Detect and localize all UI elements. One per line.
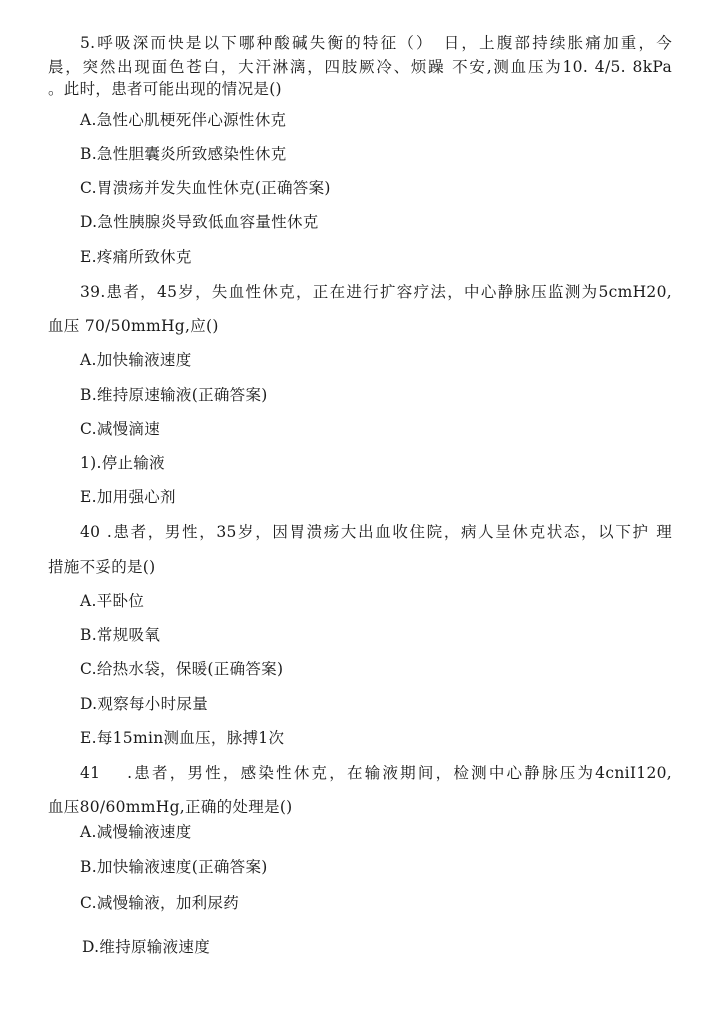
q41-stem-line-1: 41 .患者，男性，感染性休克，在输液期间，检测中心静脉压为4cniI120, bbox=[80, 764, 672, 782]
q39-stem-line-2: 血压 70/50mmHg,应() bbox=[48, 317, 219, 335]
q41-option-c: C.减慢输液，加利尿药 bbox=[80, 894, 240, 912]
q39-option-c: C.减慢滴速 bbox=[80, 420, 161, 438]
q40-option-e: E.每15min测血压，脉搏1次 bbox=[80, 729, 285, 747]
q39-stem-line-1: 39.患者，45岁，失血性休克，正在进行扩容疗法，中心静脉压监测为5cmH20, bbox=[80, 283, 672, 301]
q39-option-e: E.加用强心剂 bbox=[80, 488, 176, 506]
q41-stem-line-2: 血压80/60mmHg,正确的处理是() bbox=[48, 798, 293, 816]
q5-option-c: C.胃溃疡并发失血性休克(正确答案) bbox=[80, 179, 331, 197]
q40-option-b: B.常规吸氧 bbox=[80, 626, 161, 644]
q5-option-e: E.疼痛所致休克 bbox=[80, 248, 192, 266]
q39-option-a: A.加快输液速度 bbox=[80, 351, 192, 369]
q39-option-b: B.维持原速输液(正确答案) bbox=[80, 386, 268, 404]
q5-option-a: A.急性心肌梗死伴心源性休克 bbox=[80, 111, 287, 129]
q40-stem-line-2: 措施不妥的是() bbox=[48, 558, 156, 576]
q5-option-d: D.急性胰腺炎导致低血容量性休克 bbox=[80, 213, 319, 231]
q40-option-c: C.给热水袋，保暖(正确答案) bbox=[80, 660, 284, 678]
q40-option-d: D.观察每小时尿量 bbox=[80, 695, 209, 713]
q41-option-a: A.减慢输液速度 bbox=[80, 823, 192, 841]
q5-stem-line-3: 。此时，患者可能出现的情况是() bbox=[48, 80, 282, 98]
q39-option-d: 1).停止输液 bbox=[80, 454, 165, 472]
q41-option-d: D.维持原输液速度 bbox=[82, 938, 211, 956]
q5-stem-line-2: 晨，突然出现面色苍白，大汗淋漓，四肢厥冷、烦躁 不安,测血压为10. 4/5. 8kPa bbox=[48, 58, 672, 76]
q5-option-b: B.急性胆囊炎所致感染性休克 bbox=[80, 145, 287, 163]
q5-stem-line-1: 5.呼吸深而快是以下哪种酸碱失衡的特征（） 日，上腹部持续胀痛加重，今 bbox=[80, 34, 672, 52]
q41-option-b: B.加快输液速度(正确答案) bbox=[80, 858, 268, 876]
q40-stem-line-1: 40 .患者，男性，35岁，因胃溃疡大出血收住院，病人呈休克状态，以下护 理 bbox=[80, 523, 672, 541]
q40-option-a: A.平卧位 bbox=[80, 592, 145, 610]
